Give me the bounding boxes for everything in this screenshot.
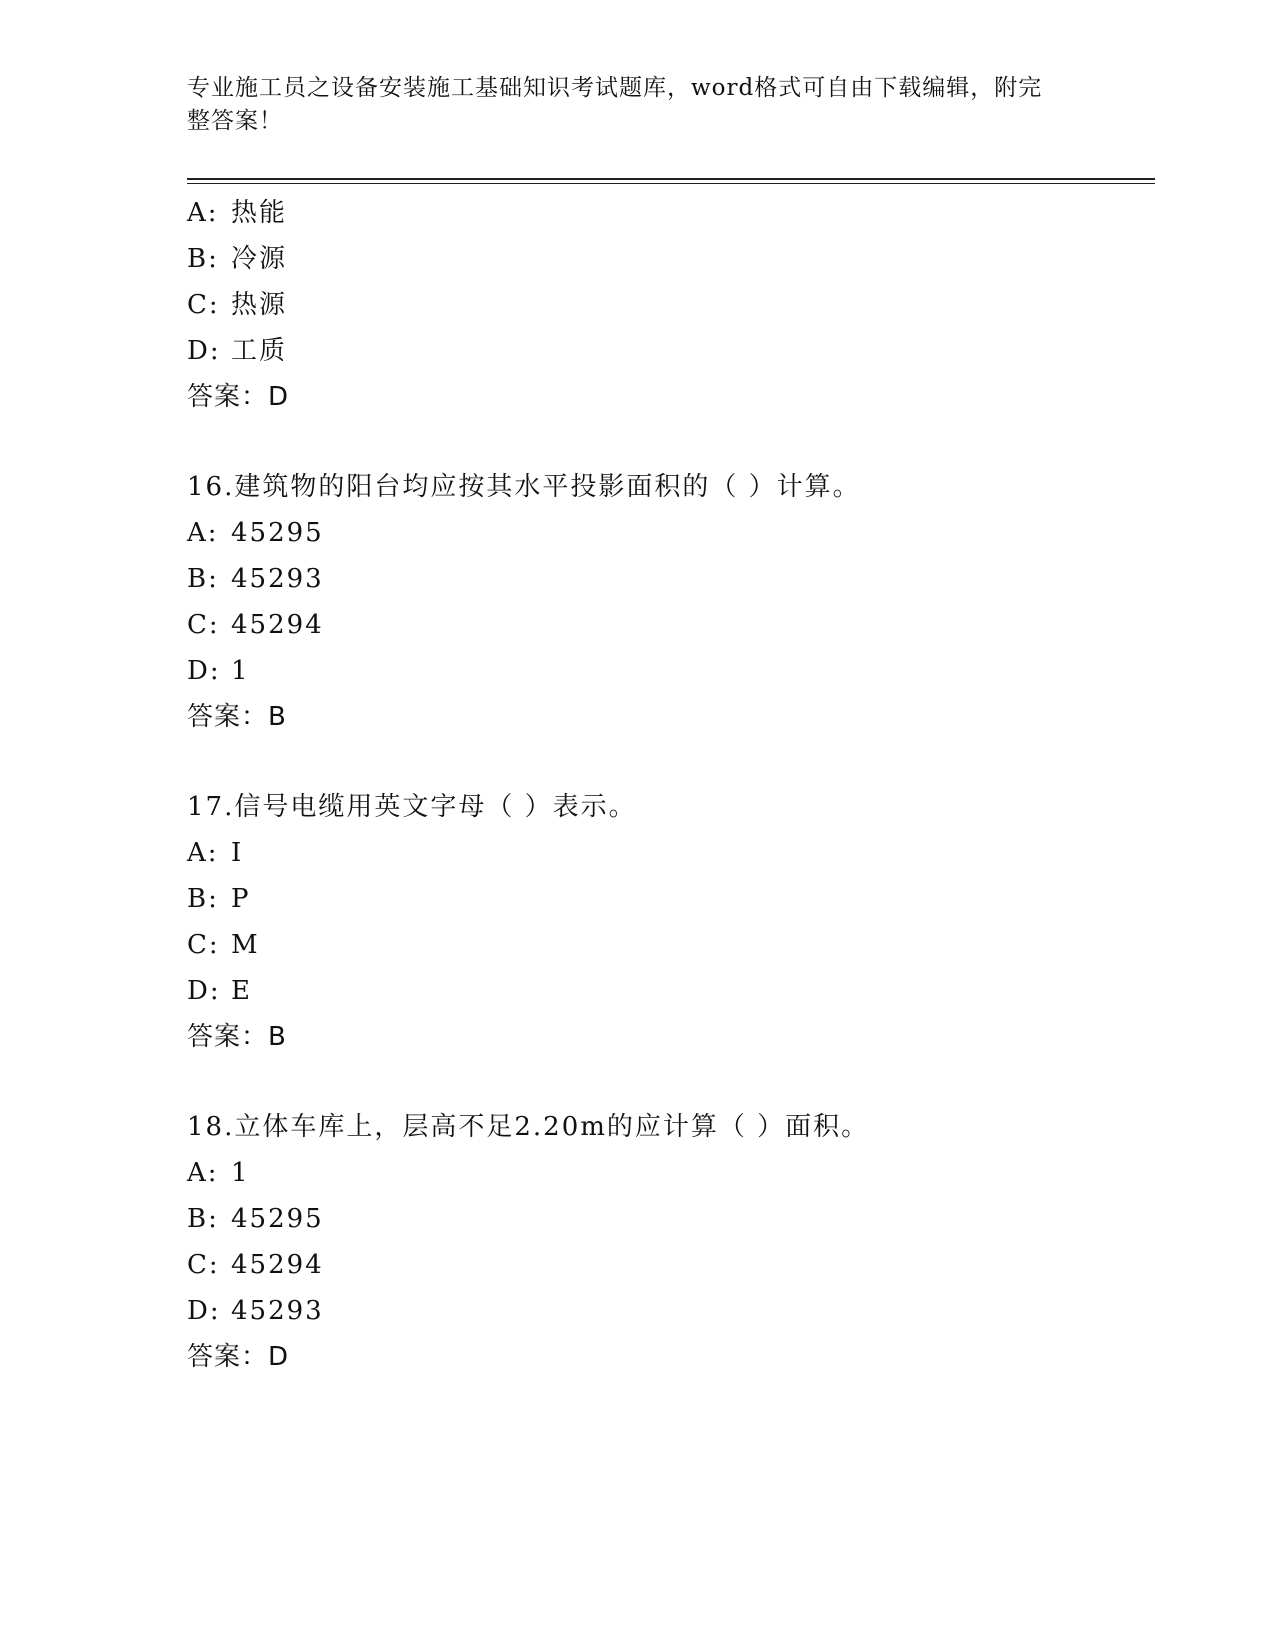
question-block-18 [187, 1104, 1155, 1380]
question-text: 16.建筑物的阳台均应按其水平投影面积的（ ）计算。 [187, 472, 861, 502]
answer-line: 答案：D [187, 1342, 290, 1372]
option-a: A: I [187, 838, 244, 868]
option-d: D: 45293 [187, 1296, 324, 1326]
header-rule-thin [187, 183, 1155, 184]
option-d: D: 1 [187, 656, 250, 686]
option-b: B: 冷源 [187, 244, 288, 274]
option-a: A: 1 [187, 1158, 250, 1188]
question-list [187, 190, 1155, 1380]
option-c: C: 45294 [187, 1250, 324, 1280]
option-b: B: 45295 [187, 1204, 324, 1234]
option-d: D: 工质 [187, 336, 288, 366]
option-b: B: P [187, 884, 251, 914]
option-c: C: 热源 [187, 290, 288, 320]
header-rule-thick [187, 178, 1155, 180]
option-b: B: 45293 [187, 564, 324, 594]
answer-line: 答案：B [187, 1022, 287, 1052]
document-header [187, 72, 1067, 138]
option-a: A: 45295 [187, 518, 324, 548]
option-a: A: 热能 [187, 198, 288, 228]
question-text: 17.信号电缆用英文字母（ ）表示。 [187, 792, 637, 822]
answer-line: 答案：B [187, 702, 287, 732]
question-block-17 [187, 784, 1155, 1060]
answer-line: 答案：D [187, 382, 290, 412]
option-d: D: E [187, 976, 252, 1006]
header-line-1: 专业施工员之设备安装施工基础知识考试题库，word格式可自由下载编辑，附完 [187, 75, 1043, 101]
question-block-15 [187, 190, 1155, 420]
option-c: C: 45294 [187, 610, 324, 640]
question-block-16 [187, 464, 1155, 740]
option-c: C: M [187, 930, 260, 960]
header-line-2: 整答案！ [187, 108, 283, 134]
question-text: 18.立体车库上，层高不足2.20m的应计算（ ）面积。 [187, 1112, 870, 1142]
